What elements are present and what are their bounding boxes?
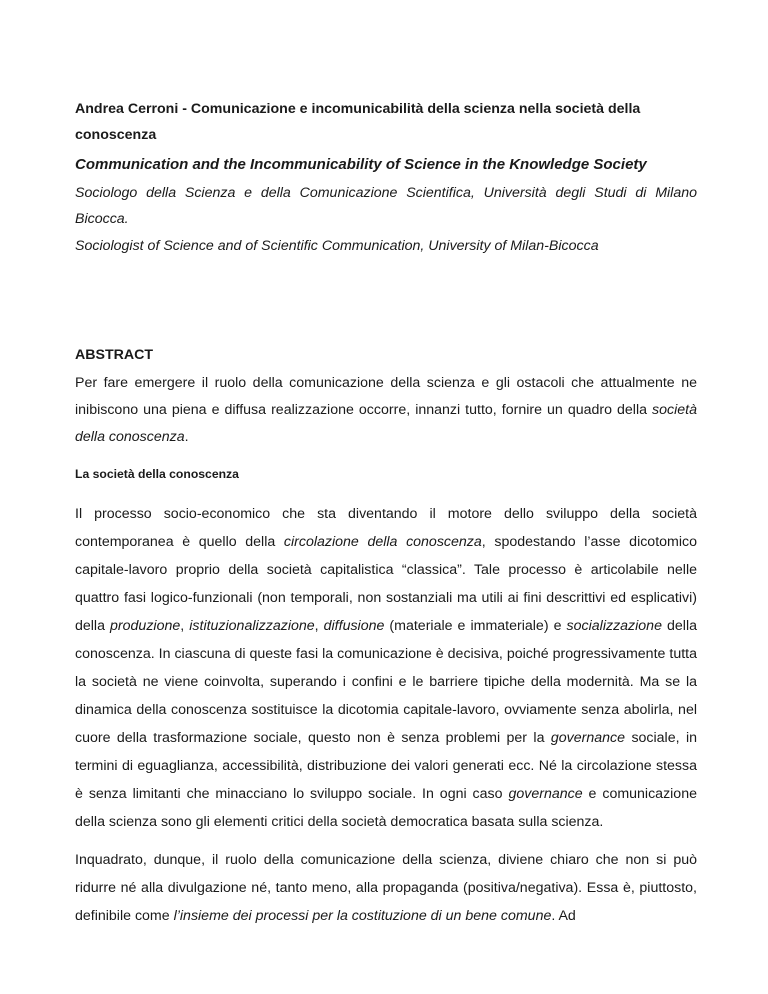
author-affiliation-english: Sociologist of Science and of Scientific Communication, University of Milan-Bicocca: [75, 238, 599, 254]
abstract-text: Per fare emergere il ruolo della comunicazione della scienza e gli ostacoli che attualmente ne inibiscono una piena e diffusa realizzazione occorre, innanzi tutto, fornire un quadro della: [75, 375, 697, 418]
p2-text: sociale, in termini di eguaglianza, accessibilità, distribuzione dei valori generati ecc. Né la circolazione stessa è senza limitanti che minacciano lo sviluppo sociale. In ogni caso: [75, 730, 697, 802]
p3-text: Inquadrato, dunque, il ruolo della comunicazione della scienza, diviene chiaro che non si può ridurre né alla divulgazione né, tanto meno, alla propaganda (positiva/negativa). Essa è, piuttosto, definibile come: [75, 852, 697, 924]
p2-emphasis: istituzionalizzazione: [189, 618, 315, 634]
document-title: Andrea Cerroni - Comunicazione e incomunicabilità della scienza nella società della conoscenza: [75, 101, 641, 143]
p2-emphasis: governance: [550, 730, 626, 746]
abstract-heading: ABSTRACT: [75, 347, 154, 363]
p2-emphasis: socializzazione: [566, 618, 662, 634]
p2-text: e comunicazione della scienza sono gli elementi critici della società democratica basata sulla scienza.: [75, 786, 697, 830]
abstract-text-end: .: [184, 429, 189, 445]
p2-text: (materiale e immateriale) e: [384, 618, 567, 634]
english-title: Communication and the Incommunicability of Science in the Knowledge Society: [75, 156, 647, 173]
p2-emphasis: governance: [508, 786, 583, 802]
p2-text: ,: [314, 618, 324, 634]
p2-emphasis: produzione: [110, 618, 181, 634]
section-heading: La società della conoscenza: [75, 467, 239, 481]
p2-text: della conoscenza. In ciascuna di queste fasi la comunicazione è decisiva, poiché progressivamente tutta la società ne viene coinvolta, superando i confini e le barriere tipiche della modernità. Ma se la dinamica della conoscenza sostituisce la dicotomia capitale-lavoro, ovviamente senza abolirla, nel cuore della trasformazione sociale, questo non è senza problemi per la: [75, 618, 697, 746]
p2-emphasis: circolazione della conoscenza: [283, 534, 482, 550]
p2-text: Il processo socio-economico che sta diventando il motore dello sviluppo della società contemporanea è quello della: [75, 506, 697, 550]
author-affiliation-italian: Sociologo della Scienza e della Comunicazione Scientifica, Università degli Studi di Milano Bicocca.: [75, 185, 697, 227]
p2-text: ,: [180, 618, 190, 634]
p3-emphasis: l’insieme dei processi per la costituzione di un bene comune: [173, 908, 552, 924]
p2-text: , spodestando l’asse dicotomico capitale-lavoro proprio della società capitalistica “classica”. Tale processo è articolabile nelle quattro fasi logico-funzionali (non temporali, non sostanziali ma utili ai fini descrittivi ed esplicativi) della: [75, 534, 697, 634]
body-paragraph-1: [75, 500, 697, 836]
abstract-paragraph: [75, 370, 697, 451]
body-paragraph-2: [75, 846, 697, 930]
p2-emphasis: diffusione: [323, 618, 385, 634]
abstract-emphasis: società della conoscenza: [75, 402, 697, 445]
p3-text: . Ad: [551, 908, 576, 924]
